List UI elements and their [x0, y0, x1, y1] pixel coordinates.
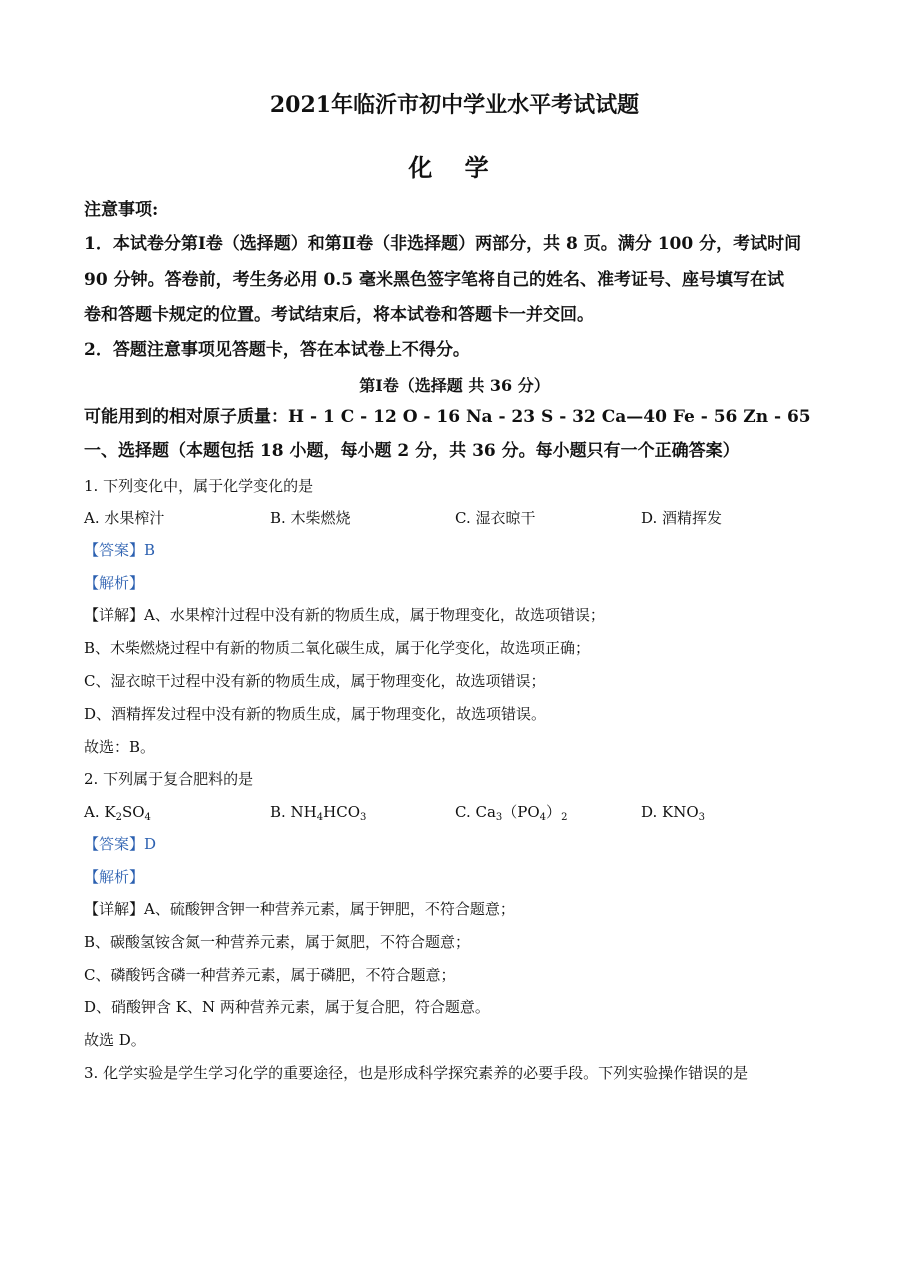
q2-detail-4: D、硝酸钾含 K、N 两种营养元素，属于复合肥，符合题意。	[84, 998, 490, 1016]
q2-answer: 【答案】D	[84, 835, 157, 853]
q1-detail-2: B、木柴燃烧过程中有新的物质二氧化碳生成，属于化学变化，故选项正确；	[84, 639, 591, 657]
q2-detail-3: C、磷酸钙含磷一种营养元素，属于磷肥，不符合题意；	[84, 966, 456, 984]
notice-line-1: 1．本试卷分第Ⅰ卷（选择题）和第Ⅱ卷（非选择题）两部分，共 8 页。满分 100 分，考试时间	[84, 234, 802, 254]
q1-answer: 【答案】B	[84, 541, 156, 559]
subject-title: 化 学	[408, 153, 501, 182]
atomic-masses: 可能用到的相对原子质量：H - 1 C - 12 O - 16 Na - 23 S - 32 Ca—40 Fe - 56 Zn - 65	[84, 407, 811, 427]
notice-line-3: 卷和答题卡规定的位置。考试结束后，将本试卷和答题卡一并交回。	[84, 305, 594, 325]
q1-option-b: B. 木柴燃烧	[270, 509, 351, 527]
q1-analysis-label: 【解析】	[84, 574, 145, 592]
q2-detail-1: 【详解】A、硫酸钾含钾一种营养元素，属于钾肥，不符合题意；	[84, 900, 515, 918]
q2-option-c: C. $Ca_3(PO_4)_2$	[455, 803, 568, 823]
q1-detail-4: D、酒精挥发过程中没有新的物质生成，属于物理变化，故选项错误。	[84, 705, 547, 723]
q1-conclusion: 故选：B。	[84, 738, 156, 756]
notice-heading: 注意事项:	[84, 200, 159, 220]
q3-stem: 3. 化学实验是学生学习化学的重要途径，也是形成科学探究素养的必要手段。下列实验操作错误的是	[84, 1064, 749, 1082]
q1-stem: 1. 下列变化中，属于化学变化的是	[84, 477, 314, 495]
q2-option-a: A. $K_2SO_4$	[84, 803, 151, 823]
exam-title: 2021年临沂市初中学业水平考试试题	[269, 92, 640, 118]
notice-line-2: 90 分钟。答卷前，考生务必用 0.5 毫米黑色签字笔将自己的姓名、准考证号、座号填写在试	[84, 270, 784, 290]
q2-option-b: B. $NH_4HCO_3$	[270, 803, 367, 823]
section-heading: 一、选择题（本题包括 18 小题，每小题 2 分，共 36 分。每小题只有一个正确答案）	[84, 441, 740, 461]
q2-conclusion: 故选 D。	[84, 1031, 146, 1049]
q2-detail-2: B、碳酸氢铵含氮一种营养元素，属于氮肥，不符合题意；	[84, 933, 471, 951]
q1-option-a: A. 水果榨汁	[84, 509, 165, 527]
q1-detail-1: 【详解】A、水果榨汁过程中没有新的物质生成，属于物理变化，故选项错误；	[84, 606, 605, 624]
q2-option-d: D. $KNO_3$	[641, 803, 706, 823]
notice-line-4: 2．答题注意事项见答题卡，答在本试卷上不得分。	[84, 340, 470, 360]
part1-heading: 第Ⅰ卷（选择题 共 36 分）	[359, 376, 550, 395]
q1-option-d: D. 酒精挥发	[641, 509, 723, 527]
q1-detail-3: C、湿衣晾干过程中没有新的物质生成，属于物理变化，故选项错误；	[84, 672, 546, 690]
q2-analysis-label: 【解析】	[84, 868, 145, 886]
q2-stem: 2. 下列属于复合肥料的是	[84, 770, 254, 788]
q1-option-c: C. 湿衣晾干	[455, 509, 536, 527]
